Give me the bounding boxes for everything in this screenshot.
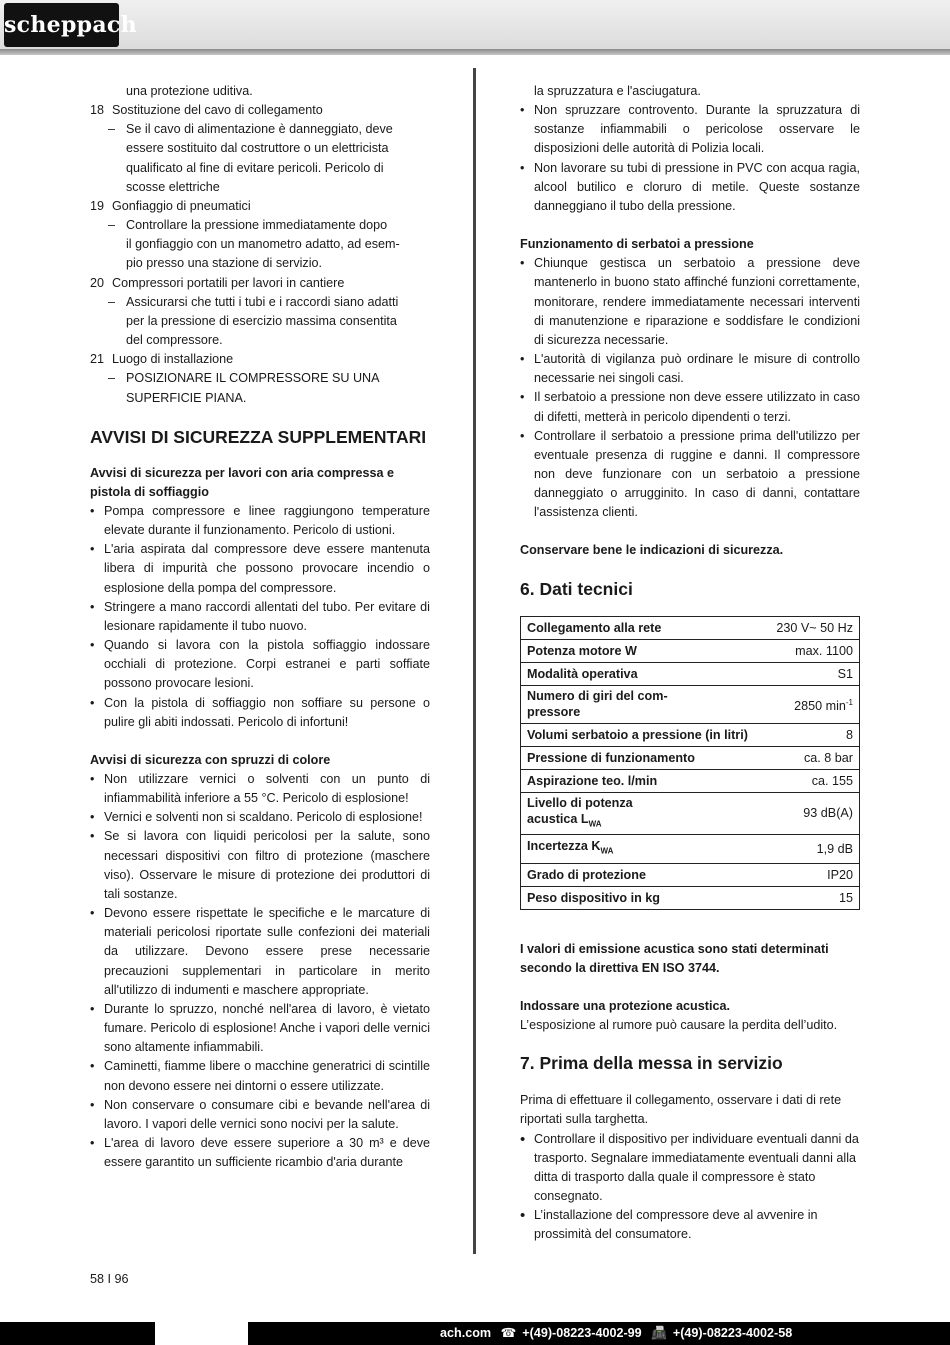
emission-note: I valori di emissione acustica sono stati determinati secondo la direttiva EN ISO 3744. <box>520 941 829 975</box>
bullet-item: • Durante lo spruzzo, nonché nell'area di lavoro, è vietato fumare. Pericolo di esplosione! Anche i vapori delle vernici sono altamente infiammabili. <box>90 1001 430 1055</box>
table-row: Livello di potenza acustica $L_{WA}$ 93 dB(A) <box>521 792 860 835</box>
dash-line: essere sostituito dal costruttore o un elettricista <box>126 141 389 156</box>
item-number: 19 <box>90 198 105 213</box>
table-row: Peso dispositivo in kg 15 <box>521 886 860 909</box>
dash-line: pio presso una stazione di servizio. <box>126 256 323 271</box>
dash-line: scosse elettriche <box>126 179 220 194</box>
numbered-item <box>90 101 430 120</box>
protection-heading: Indossare una protezione acustica. <box>520 998 730 1013</box>
dash-icon: – <box>108 122 116 137</box>
table-row: Numero di giri del com- pressore 2850 $\min^{-1}$ <box>521 685 860 723</box>
bullet-item: • Quando si lavora con la pistola soffiaggio indossare occhiali di protezione. Corpi estranei e parti soffiate possono provocare lesioni. <box>90 638 430 691</box>
dash-line: POSIZIONARE IL COMPRESSORE SU UNA <box>126 371 380 386</box>
footer-phone: +(49)-08223-4002-99 <box>522 1326 642 1340</box>
bullet-item: • L'aria aspirata dal compressore deve essere mantenuta libera di impurità che possono provocare incendio o esplosione della pompa del compressore. <box>90 542 430 595</box>
item-title: Luogo di installazione <box>112 352 234 367</box>
table-row: Incertezza $K_{WA}$ 1,9 dB <box>521 835 860 864</box>
item-number: 21 <box>90 352 105 367</box>
page-number: 58 I 96 <box>90 1272 129 1286</box>
table-row: Potenza motore W max. 1100 <box>521 639 860 662</box>
table-row: Volumi serbatoio a pressione (in litri) 8 <box>521 723 860 746</box>
bullet-item: • Non spruzzare controvento. Durante la spruzzatura di sostanze infiammabili o pericolose osservare le disposizioni delle autorità di Polizia locali. <box>520 103 860 156</box>
bullet-item: • Se si lavora con liquidi pericolosi per la salute, sono necessari dispositivi con filtro di protezione (maschere viso). Osservare le misure di protezione dei produttori di tali sostanze. <box>90 829 430 901</box>
bullet-item: • Chiunque gestisca un serbatoio a pressione deve mantenerlo in buono stato affinché funzioni correttamente, monitorare, rendere immediatamente necessari interventi di manutenzione e riparazione e soddisfare le condizioni di sicurezza necessarie. <box>520 256 860 347</box>
dash-icon: – <box>108 371 116 386</box>
dash-line: qualificato al fine di evitare pericoli. Pericolo di <box>126 160 384 175</box>
dash-item <box>90 293 430 350</box>
bullet-item: • L'autorità di vigilanza può ordinare le misure di controllo necessarie nei singoli casi. <box>520 352 860 386</box>
dash-item <box>90 216 430 273</box>
prep-heading: 7. Prima della messa in servizio <box>520 1053 783 1074</box>
dash-line: Se il cavo di alimentazione è danneggiato, deve <box>126 122 393 137</box>
subsection-heading: Funzionamento di serbatoi a pressione <box>520 237 754 252</box>
header-rule <box>0 49 950 55</box>
bullet-item: • Devono essere rispettate le specifiche e le marcature di materiali pericolosi riportate sulle confezioni dei materiali da utilizzare. Devono essere prese necessarie precauzioni supplementari in particolare in merito all'utilizzo di indumenti e maschere appropriate. <box>90 906 430 997</box>
numbered-item <box>90 197 430 216</box>
footer-contact <box>440 1322 798 1345</box>
table-row: Modalità operativa S1 <box>521 662 860 685</box>
bullet-item: • Non lavorare su tubi di pressione in PVC con acqua ragia, alcool butilico e cloruro di metile. Queste sostanze danneggiano il tubo della pressione. <box>520 160 860 213</box>
footer-website: ach.com <box>440 1326 492 1340</box>
dash-line: Assicurarsi che tutti i tubi e i raccordi siano adatti <box>126 294 399 309</box>
continuation-text: la spruzzatura e l'asciugatura. <box>534 84 701 98</box>
dash-icon: – <box>108 218 116 233</box>
prep-intro: Prima di effettuare il collegamento, osservare i dati di rete riportati sulla targhetta. <box>520 1093 842 1127</box>
section-heading: AVVISI DI SICUREZZA SUPPLEMENTARI <box>90 426 427 447</box>
subsection-heading: Avvisi di sicurezza per lavori con aria compressa e pistola di soffiaggio <box>90 465 395 499</box>
header-band <box>0 0 950 49</box>
phone-icon: ☎ <box>500 1326 517 1340</box>
bullet-item: • Vernici e solventi non si scaldano. Pericolo di esplosione! <box>90 810 423 825</box>
bullet-item: • Pompa compressore e linee raggiungono temperature elevate durante il funzionamento. Pericolo di ustioni. <box>90 503 430 538</box>
bullet-item: • Con la pistola di soffiaggio non soffiare su persone o pulire gli abiti indossati. Pericolo di infortuni! <box>90 695 430 729</box>
column-divider <box>473 68 476 1254</box>
safety-note: Conservare bene le indicazioni di sicurezza. <box>520 543 784 558</box>
dash-icon: – <box>108 294 116 309</box>
numbered-item <box>90 274 430 293</box>
bullet-item: • Il serbatoio a pressione non deve essere utilizzato in caso di difetti, metterà in pericolo dipendenti o terzi. <box>520 390 860 424</box>
brand-logo: scheppach <box>4 3 119 47</box>
table-row: Collegamento alla rete 230 V~ 50 Hz <box>521 616 860 639</box>
tech-data-heading: 6. Dati tecnici <box>520 578 633 599</box>
item-title: Sostituzione del cavo di collegamento <box>112 103 323 118</box>
bullet-item: • Controllare il serbatoio a pressione prima dell'utilizzo per eventuale presenza di ruggine e danni. Il compressore non deve funzionare con un serbatoio a pressione danneggiato o arrugginito. In caso di danni, contattare l'assistenza clienti. <box>520 428 860 520</box>
table-row: Grado di protezione IP20 <box>521 863 860 886</box>
dash-line: per la pressione di esercizio massima consentita <box>126 313 397 328</box>
dash-line: del compressore. <box>126 333 223 348</box>
dash-item <box>90 369 430 407</box>
footer-gap <box>155 1322 248 1345</box>
bullet-item: • Non conservare o consumare cibi e bevande nell'area di lavoro. I vapori delle vernici sono nocivi per la salute. <box>90 1097 430 1131</box>
protection-text: L’esposizione al rumore può causare la perdita dell’udito. <box>520 1018 838 1033</box>
item-number: 18 <box>90 103 105 118</box>
bullet-item: • L’installazione del compressore deve al avvenire in prossimità del consumatore. <box>520 1207 818 1242</box>
bullet-item: • Stringere a mano raccordi allentati del tubo. Per evitare di lesionare rapidamente il tubo nuovo. <box>90 599 430 633</box>
dash-line: Controllare la pressione immediatamente dopo <box>126 218 388 233</box>
left-column <box>90 82 430 1172</box>
footer-fax: +(49)-08223-4002-58 <box>672 1326 793 1340</box>
bullet-item: • Controllare il dispositivo per individuare eventuali danni da trasporto. Segnalare immediatamente eventuali danni alla ditta di trasporto dalla quale il compressore è stato consegnato. <box>520 1130 859 1204</box>
right-column <box>520 82 860 1245</box>
table-row: Aspirazione teo. l/min ca. 155 <box>521 769 860 792</box>
item-number: 20 <box>90 275 105 290</box>
tech-data-table <box>520 616 860 910</box>
item-title: Compressori portatili per lavori in cantiere <box>112 275 345 290</box>
subsection-heading: Avvisi di sicurezza con spruzzi di colore <box>90 752 331 767</box>
dash-item <box>90 120 430 197</box>
bullet-item: • Caminetti, fiamme libere o macchine generatrici di scintille non devono essere nei dintorni o essere utilizzate. <box>90 1059 430 1093</box>
numbered-item <box>90 350 430 369</box>
bullet-item: • L'area di lavoro deve essere superiore a 30 m³ e deve essere garantito un sufficiente ricambio d'aria durante <box>90 1135 430 1170</box>
fax-icon: 📠 <box>651 1326 667 1340</box>
item-title: Gonfiaggio di pneumatici <box>112 198 251 213</box>
intro-continuation: una protezione uditiva. <box>126 84 253 98</box>
dash-line: SUPERFICIE PIANA. <box>126 390 247 405</box>
dash-line: il gonfiaggio con un manometro adatto, ad esem- <box>126 237 400 252</box>
table-row: Pressione di funzionamento ca. 8 bar <box>521 746 860 769</box>
bullet-item: • Non utilizzare vernici o solventi con un punto di infiammabilità inferiore a 55 °C. Pericolo di esplosione! <box>90 772 430 806</box>
